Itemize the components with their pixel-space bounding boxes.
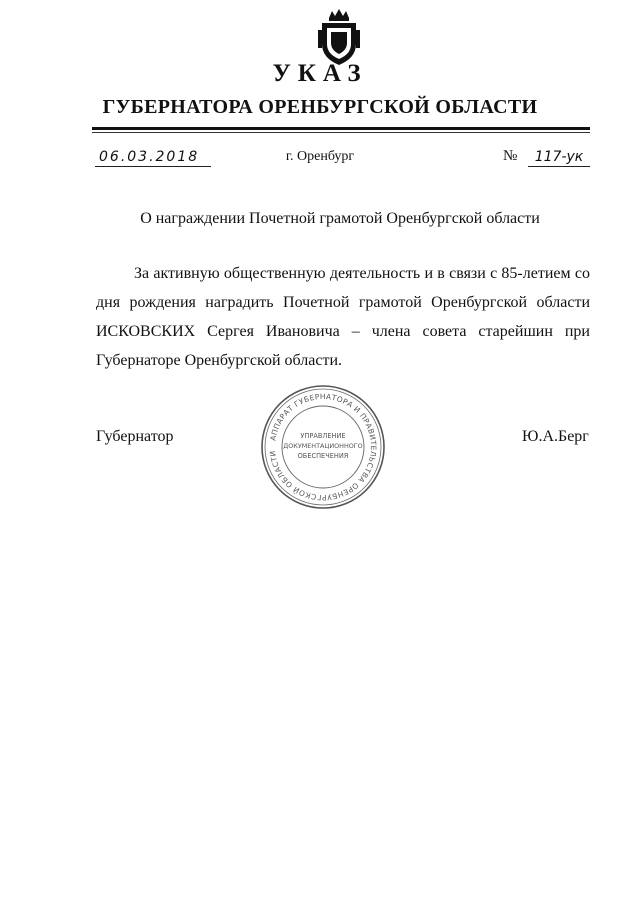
document-date: 06.03.2018 — [95, 148, 211, 167]
stamp-center-line: УПРАВЛЕНИЕ — [300, 432, 346, 440]
stamp-ring-text: АППАРАТ ГУБЕРНАТОРА И ПРАВИТЕЛЬСТВА ОРЕНБУРГСКОЙ ОБЛАСТИ — [268, 391, 379, 503]
official-stamp — [259, 383, 387, 511]
header-divider-thick — [92, 127, 590, 130]
document-subtitle: ГУБЕРНАТОРА ОРЕНБУРГСКОЙ ОБЛАСТИ — [102, 96, 538, 118]
signatory-name: Ю.А.Берг — [522, 428, 589, 445]
document-heading: О награждении Почетной грамотой Оренбургской области — [140, 210, 540, 227]
document-title: УКАЗ — [272, 60, 368, 87]
signatory-role: Губернатор — [96, 428, 174, 445]
document-city: г. Оренбург — [285, 149, 355, 164]
document-number: 117-ук — [528, 148, 590, 167]
coat-of-arms-emblem — [316, 8, 362, 68]
document-body: За активную общественную деятельность и в связи с 85-летием со дня рождения наградить Почетной грамотой Оренбургской области ИСКОВСКИХ Сергея Ивановича – члена совета старейшин при Губернаторе Оренбургской области. — [96, 265, 590, 369]
document-number-label: № — [503, 148, 518, 164]
header-divider-thin — [92, 132, 590, 133]
stamp-center-line: ДОКУМЕНТАЦИОННОГО — [283, 442, 363, 450]
stamp-center-line: ОБЕСПЕЧЕНИЯ — [297, 452, 349, 460]
